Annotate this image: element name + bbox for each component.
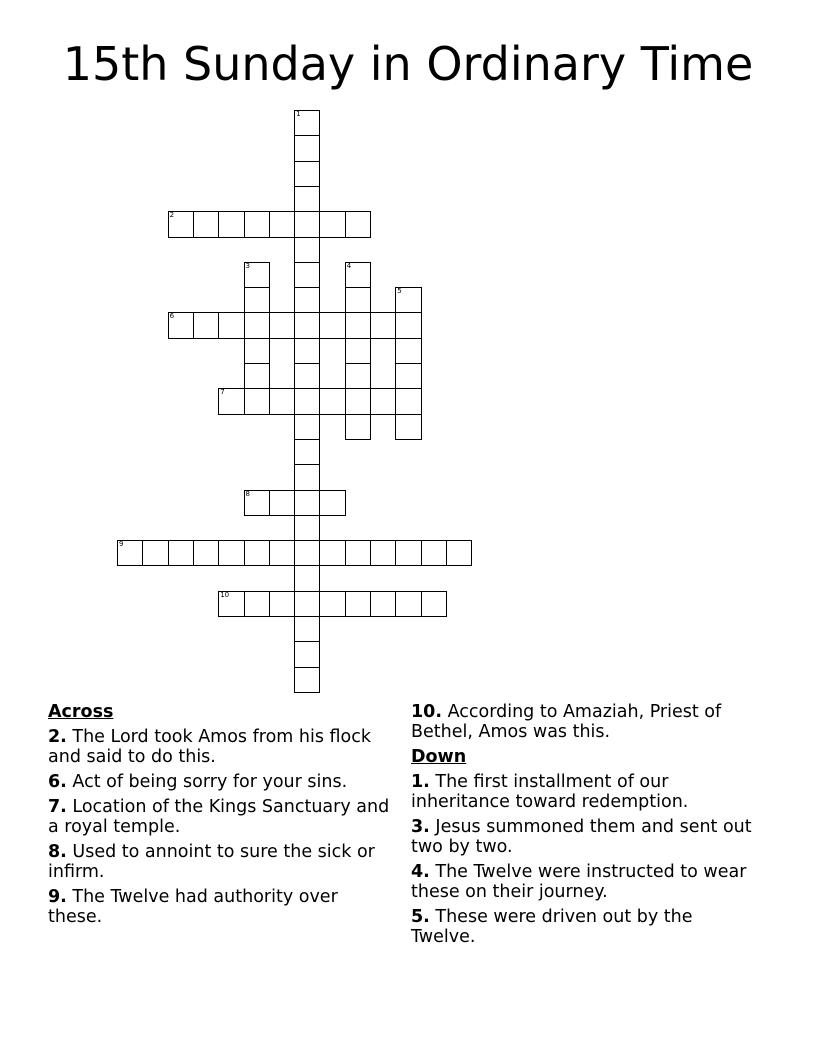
clue-across-6: 6. Act of being sorry for your sins. (48, 772, 348, 792)
clue-across-7: 7. Location of the Kings Sanctuary and a royal temple. (48, 797, 390, 837)
clue-number-label: 5 (397, 287, 402, 296)
grid-cell[interactable] (319, 388, 345, 414)
grid-cell[interactable] (294, 515, 320, 541)
grid-cell[interactable] (269, 540, 295, 566)
grid-cell[interactable] (294, 464, 320, 490)
clue-number-label: 3 (245, 261, 250, 270)
grid-cell[interactable] (421, 591, 447, 617)
grid-cell[interactable] (269, 490, 295, 516)
grid-cell[interactable] (193, 211, 219, 237)
grid-cell[interactable] (446, 540, 472, 566)
grid-cell[interactable] (345, 540, 371, 566)
grid-cell[interactable] (244, 363, 270, 389)
clue-across-10: 10. According to Amaziah, Priest of Bethel, Amos was this. (411, 702, 722, 742)
grid-cell[interactable] (294, 439, 320, 465)
grid-cell[interactable] (117, 540, 143, 566)
grid-cell[interactable] (142, 540, 168, 566)
grid-cell[interactable] (294, 211, 320, 237)
grid-cell[interactable] (294, 110, 320, 136)
grid-cell[interactable] (345, 211, 371, 237)
grid-cell[interactable] (269, 211, 295, 237)
grid-cell[interactable] (395, 287, 421, 313)
grid-cell[interactable] (345, 591, 371, 617)
grid-cell[interactable] (244, 338, 270, 364)
grid-cell[interactable] (294, 312, 320, 338)
grid-cell[interactable] (244, 490, 270, 516)
clues-column-left (48, 702, 393, 932)
grid-cell[interactable] (294, 667, 320, 693)
grid-cell[interactable] (395, 388, 421, 414)
grid-cell[interactable] (244, 211, 270, 237)
grid-cell[interactable] (244, 591, 270, 617)
grid-cell[interactable] (294, 591, 320, 617)
clue-down-1: 1. The first installment of our inheritance toward redemption. (411, 772, 689, 812)
grid-cell[interactable] (294, 287, 320, 313)
grid-cell[interactable] (294, 388, 320, 414)
puzzle-title: 15th Sunday in Ordinary Time (62, 37, 754, 91)
grid-cell[interactable] (294, 161, 320, 187)
clue-number-label: 10 (220, 590, 230, 599)
across-heading: Across (48, 702, 114, 722)
clue-number-label: 9 (119, 540, 124, 549)
grid-cell[interactable] (294, 641, 320, 667)
grid-cell[interactable] (244, 312, 270, 338)
grid-cell[interactable] (319, 312, 345, 338)
grid-cell[interactable] (370, 312, 396, 338)
clue-number-label: 4 (346, 261, 352, 270)
grid-cell[interactable] (395, 414, 421, 440)
grid-cell[interactable] (294, 565, 320, 591)
grid-cell[interactable] (345, 414, 371, 440)
grid-cell[interactable] (244, 262, 270, 288)
grid-cell[interactable] (218, 540, 244, 566)
down-heading: Down (411, 747, 467, 767)
grid-cell[interactable] (370, 388, 396, 414)
grid-cell[interactable] (395, 312, 421, 338)
grid-cell[interactable] (345, 338, 371, 364)
grid-cell[interactable] (294, 616, 320, 642)
grid-cell[interactable] (294, 262, 320, 288)
grid-cell[interactable] (345, 363, 371, 389)
grid-cell[interactable] (269, 388, 295, 414)
grid-cell[interactable] (294, 338, 320, 364)
grid-cell[interactable] (294, 540, 320, 566)
grid-cell[interactable] (319, 540, 345, 566)
grid-cell[interactable] (395, 363, 421, 389)
grid-cell[interactable] (218, 388, 244, 414)
grid-cell[interactable] (193, 540, 219, 566)
grid-cell[interactable] (395, 338, 421, 364)
grid-cell[interactable] (218, 591, 244, 617)
clue-down-3: 3. Jesus summoned them and sent out two by two. (411, 817, 752, 857)
grid-cell[interactable] (244, 540, 270, 566)
grid-cell[interactable] (345, 312, 371, 338)
grid-cell[interactable] (370, 540, 396, 566)
grid-cell[interactable] (395, 540, 421, 566)
clue-across-9: 9. The Twelve had authority over these. (48, 887, 338, 927)
grid-cell[interactable] (319, 211, 345, 237)
clue-number-label: 7 (220, 388, 225, 397)
grid-cell[interactable] (193, 312, 219, 338)
grid-cell[interactable] (218, 312, 244, 338)
clue-across-2: 2. The Lord took Amos from his flock and said to do this. (48, 727, 372, 767)
grid-cell[interactable] (294, 414, 320, 440)
clue-across-8: 8. Used to annoint to sure the sick or infirm. (48, 842, 375, 882)
grid-cell[interactable] (244, 287, 270, 313)
grid-cell[interactable] (294, 135, 320, 161)
grid-cell[interactable] (269, 312, 295, 338)
grid-cell[interactable] (345, 287, 371, 313)
grid-cell[interactable] (370, 591, 396, 617)
grid-cell[interactable] (168, 211, 194, 237)
clue-number-label: 2 (169, 211, 175, 220)
clue-number-label: 6 (169, 312, 175, 321)
grid-cell[interactable] (294, 363, 320, 389)
clues-column-right (411, 702, 756, 952)
grid-cell[interactable] (168, 540, 194, 566)
grid-cell[interactable] (421, 540, 447, 566)
grid-cell[interactable] (269, 591, 295, 617)
grid-cell[interactable] (294, 186, 320, 212)
grid-cell[interactable] (345, 388, 371, 414)
clue-number-label: 1 (296, 110, 301, 118)
grid-cell[interactable] (319, 591, 345, 617)
clue-down-5: 5. These were driven out by the Twelve. (411, 907, 693, 947)
clue-number-label: 8 (245, 489, 250, 498)
grid-cell[interactable] (319, 490, 345, 516)
grid-cell[interactable] (244, 388, 270, 414)
grid-cell[interactable] (294, 237, 320, 263)
grid-cell[interactable] (345, 262, 371, 288)
grid-cell[interactable] (218, 211, 244, 237)
grid-cell[interactable] (168, 312, 194, 338)
grid-cell[interactable] (294, 490, 320, 516)
grid-cell[interactable] (395, 591, 421, 617)
clue-down-4: 4. The Twelve were instructed to wear these on their journey. (411, 862, 747, 902)
